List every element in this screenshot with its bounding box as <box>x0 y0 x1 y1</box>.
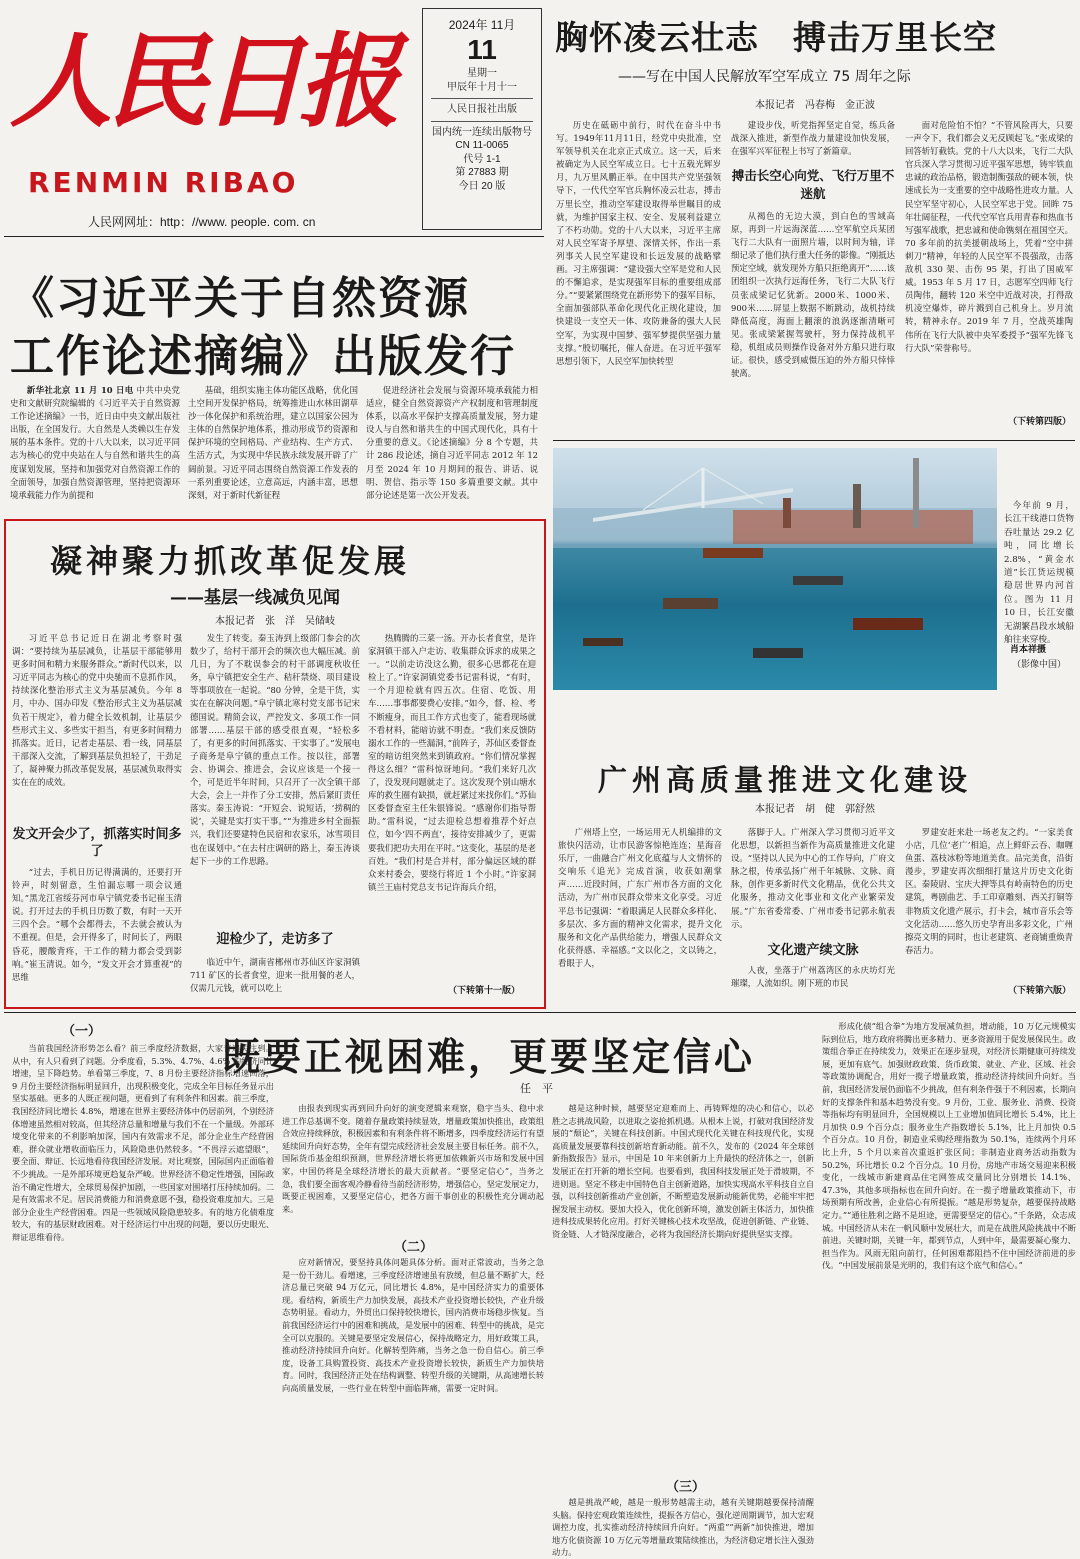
guangzhou-byline: 本报记者 胡 健 郭舒然 <box>755 804 875 815</box>
guangzhou-col1: 广州塔上空，一场运用无人机编排的文旅快闪活动，让市民游客惊艳连连；星海音乐厅，一曲融合广州文化底蕴与人文情怀的交响乐《追光》完成首演，收获如潮掌声……近段时间，广东广州市各方面的文化活动，为广州市民群众带来文化享受。习近平总书记强调：“着眼满足人民群众多样化、多层次、多方面的精神文化需求，提升文化服务和文化产品供给能力，增强人民群众文化获得感、幸福感。”文以化之，文以铸之，看眼于人， <box>558 827 722 968</box>
feature-col1a: 习近平总书记近日在湖北考察时强调：“要持续为基层减负，让基层干部能够用更多时间和精力来服务群众。”新时代以来，以习近平同志为核心的党中央驰而不息抓作风，持续深化整治形式主义为基层减负。今年 8 月，中办、国办印发《整治形式主义为基层减负若干规定》，着力健全长效机制，让基层少些形式主义、多些实干担当，有更多时间精力抓落实。近日，记者走基层、看一线，同基层干部深入交流，了解到基层负担轻了，干劲足了，凝神聚力抓改革促发展，基层减负取得实实在在的成效。 <box>12 633 182 788</box>
commentary-col4: 形成化债“组合拳”为地方发展减负担，增动能，10 万亿元规模实际到位后，地方政府将腾出更多精力、更多资源用于促发展保民生。政策组合拳正在持续发力，效果正在逐步显现，对经济长期健康可持续发展，更加有底气。加强财政政策、货币政策、就业、产业、区域、社会等政策协调配合，用好一揽子增量政策，推动经济持续回升向好。当前，我国经济发展仍面临不少挑战，但有利条件强于不利因素，长期向好的支撑条件和基本趋势没有变。9 月份，工业、服务业、消费、投资等指标均有明显回升，全国规模以上工业增加值同比增长 5.4%，比上月加快 0.9 个百分点；服务业生产指数增长 5.1%，比上月加快 0.5 个百分点。10 月份，制造业采购经理指数为 50.1%，连续两个月环比上升，5 个月以来首次重返扩张区间；非制造业商务活动指数为 50.2%，环比增长 0.2 个百分点。10 月份，房地产市场交易迎来积极变化，一线城市新建商品住宅网签成交量同比分别增长 14.1%、47.3%，其他多项指标也在回升向好。在一揽子增量政策推动下，市场预期有所改善，企业信心有所提振。“越是形势复杂，越要保持战略定力。”“通往胜利之路不是坦途，更需要坚定的信心。”千条路，众志成城。中国经济从未在一帆风顺中发展壮大，而是在战胜风险挑战中不断前进。关键时期，关键一年，都到节点，人到中年，最需要凝心聚力、担当作为。风雨无阻向前行，任何困难都阻挡不住中国经济前进的步伐。“中国发展前景是光明的，我们有这个底气和信心。” <box>822 1021 1076 1271</box>
masthead-logo: 人民日报 <box>10 22 394 142</box>
top-right-col1: 历史在砥砺中前行，时代在奋斗中书写。1949年11月11日，经党中央批准，空军领导机关在北京正式成立。这一天，后来被确定为人民空军成立日。七十五载光辉岁月，九万里风鹏正举。在中国共产党坚强领导下，一代代空军官兵胸怀凌云壮志，搏击万里长空，推动空军建设取得举世瞩目的成就，为维护国家主权、安全、发展利益建立了不朽功勋。党的十八大以来，习近平主席对人民空军寄予厚望、深情关怀，作出一系列事关人民空军建设和长远发展的战略擘画。习主席强调：“建设强大空军是党和人民的不懈追求，是实现强军目标的重要组成部分。”“要紧紧围绕党在新形势下的强军目标，全面加强部队革命化现代化正规化建设，加快建设一支空天一体、攻防兼备的强大人民空军，为实现中国梦、强军梦提供坚强力量支撑。”殷切嘱托，催人奋进。在习近平强军思想引领下，人民空军加快转型 <box>556 120 721 366</box>
guangzhou-col2a: 落脚于人。广州深入学习贯彻习近平文化思想，以新担当新作为高质量推进文化建设。“坚持以人民为中心的工作导向，广府文脉之根，传承弘扬广州千年城脉、文脉、商脉，创作更多新时代文化精品，优化公共文化服务，推动文化事业和文化产业繁荣发展。”广东省委常委、广州市委书记郭永航表示。 <box>731 827 895 929</box>
feature-col1b: “过去，手机日历记得满满的，还要打开铃声，时刻留意，生怕漏忘哪一项会议通知。”黑龙江省绥芬河市阜宁镇党委书记崔玉清说。打开过去的手机日历数了数，有时一天开三四个会。“哪个会都得去，不去就会被认为不重视。但是，会开得多了，时间长了，两眼昏花，腰酸背疼，干工作的精力都会受到影响。”崔玉清说。如今，“发文开会才算重视”的思维 <box>12 867 182 982</box>
feature-col3: 热腾腾的三菜一汤。开办长者食堂，是许家洞镇干部入户走访、收集群众诉求的成果之一。“以前走访没这么勤，很多心思都花在迎检上了。”许家洞镇党委书记雷科说，“有时，一个月迎检就有四五次。住宿、吃饭、用车……事事都要费心安排。”如今，督、检、考不断瘦身，而且工作方式也变了，能看现场就不看材料，能暗访就不明查。“我们来反馈防溺水工作的一些漏洞，”前阵子，苏仙区委督查室的暗访组突然来到镇政府。“你们情况掌握得这么细？”雷科惊讶地问。“我们来好几次了，没发现问题就走了。这次发现个别山塘水库的救生圈有缺损，就赶紧过来找你们。”苏仙区委督查室主任朱银锋说。“感谢你们指导帮助。”雷科说，“过去迎检总想着推荐个好点位，如今‘四不两直’，接待安排减少了，更需要我们把功夫用在平时。”这变化，基层的是老百姓。“我们村是合并村，部分偏远区域的群众来村委会，要绕行将近 1 个小时。”许家洞镇兰王庙村党总支书记许海兵介绍， <box>368 633 536 892</box>
feature-subhead-2: 迎检少了，走访多了 <box>216 932 334 947</box>
guangzhou-col2b: 人夜，坐落于广州荔湾区的永庆坊灯光璀璨，人流如织。刚下班的市民 <box>731 965 895 989</box>
commentary-col1: 当前我国经济形势怎么看？前三季度经济数据，大家普遍关注到。从中，有人只看到了问题。分季度看，5.3%、4.7%、4.6% 的经济同比增速，呈下降趋势。单看第三季度，7、8 月份主要经济指标增速回落，9 月份主要经济指标明显回升，出现积极变化，完成全年目标任务显示出坚实基础。更多的人既正视问题，更看到了有利条件和因素。前三季度，我国经济同比增长 4.8%，增速在世界主要经济体中仍居前列，个别经济体增速虽然相对较高，但其经济总量和增量与我们不在一个量级。外部环境变化带来的不利影响加深，国内有效需求不足，部分企业生产经营困难，群众就业增收面临压力，风险隐患仍然较多。“不畏浮云遮望眼”，要全面、辩证、长远地看待我国经济发展。对比观察，国际国内正面临着不少挑战。一是外部环境更趋复杂严峻。世界经济不稳定性增强，国际政治不确定性增大，全球贸易保护加剧，一些国家对围堵打压持续加码。二是有效需求不足。居民消费能力和消费意愿不强，稳投资难度加大。三是部分企业生产经营困难。四是一些领域风险隐患较多。有的地方化债难度较大，有的基层财政困难。对于经济运行中出现的问题，要以历史眼光、辩证思维看待。 <box>12 1043 275 1242</box>
lead-headline-line1[interactable]: 《习近平关于自然资源 <box>10 273 470 324</box>
issue-number: 第 27883 期 <box>455 167 509 179</box>
date-box <box>422 8 542 230</box>
guangzhou-subhead: 文化遗产续文脉 <box>767 943 859 958</box>
commentary-section-2: （二） <box>394 1240 434 1255</box>
top-right-col2-head: 建设步伐，听党指挥坚定自觉，练兵备战深入推进，新型作战力量建设加快发展，在强军兴军征程上书写了新篇章。 <box>731 120 895 157</box>
divider <box>553 440 1075 441</box>
date-year-month: 2024年 11月 <box>448 18 516 32</box>
divider <box>4 236 544 237</box>
commentary-col2b: 应对新情况，要坚持具体问题具体分析。面对正常波动，当务之急是一份干劲儿。看增速，三季度经济增速虽有放缓，但总量不断扩大，经济总量已突破 94 万亿元，同比增长 4.8%，是中国经济实力的重要体现。看结构，新质生产力加快发展，高技术产业投资增长较快，产业升级态势明显。看动力，外贸出口保持较快增长，国内消费市场稳步恢复。当前我国经济运行中的困难和挑战，是发展中的困难、转型中的挑战，是完全可以克服的。关键是要坚定发展信心，保持战略定力，用好政策工具，推动经济持续回升向好。化解转型阵痛，当务之急一份自信心。前三季度，设备工具购置投资、高技术产业投资增长较快，新质生产力加快培育。同时，我国经济正处在结构调整、转型升级的关键期，从高速增长转向高质量发展，一些行业在转型中面临阵痛，需要一定时间。 <box>282 1257 545 1393</box>
photo-credit-source: （影像中国） <box>1012 660 1067 670</box>
photo-caption: 今年前 9 月，长江干线港口货物吞吐量达 29.2 亿吨，同比增长 2.8%，“黄金水道”长江货运规模稳居世界内河首位。图为 11 月 10 日，长江安徽无湖繁昌段水域船舶往来穿梭。 <box>1004 501 1074 646</box>
photo-illustration <box>553 448 997 690</box>
masthead-pinyin: RENMIN RIBAO <box>28 166 299 199</box>
commentary-col3b: 越是挑战严峻，越是一般形势越需主动，越有关键期越要保持清醒头脑。保持宏观政策连续性，提振各方信心，强化逆周期调节，加大宏观调控力度，扎实推动经济持续回升向好。“两重”“两新”加快推进，增加地方化债资源 10 万亿元等增量政策陆续推出，为经济稳定增长注入强劲动力。 <box>552 1497 815 1558</box>
top-right-col3: 面对危险怕不怕？“不管风险再大，只要一声令下，我们都会义无反顾起飞。”张成梁的回答斩钉截铁。党的十八大以来，飞行二大队官兵深入学习贯彻习近平强军思想，铸牢铁血忠诚的政治品格，锻造制衡强敌的硬本领，快速成长为一支重要的空中战略性进攻力量。人民空军坚守初心，人民空军忠于党。回眸 75 年壮阔征程，一代代空军官兵用青春和热血书写强军战歌，把忠诚和使命镌刻在祖国空天。70 多年前的抗美援朝战场上，凭着“空中拼刺刀”精神，年轻的人民空军不畏强敌，击落敌机 330 架、击伤 95 架，打出了国威军威。1953 年 5 月 17 日，志愿军空四师飞行员陶伟，翻转 120 米空中近战对决，打得敌机凌空爆炸，碎片溅到自己机身上。岁月流转，精神永存。2019 年 7 月，空战英雄陶伟所在飞行大队被中央军委授予“强军先锋飞行大队”荣誉称号。 <box>905 120 1073 353</box>
continued-page-6[interactable]: （下转第六版） <box>1007 986 1071 996</box>
yangtze-port-photo[interactable] <box>553 448 997 690</box>
commentary-author: 任 平 <box>520 1082 553 1095</box>
continued-page-4[interactable]: （下转第四版） <box>1007 417 1071 427</box>
serial-label: 国内统一连续出版物号 <box>432 126 532 138</box>
lead-col1: 新华社北京 11 月 10 日电 中共中央党史和文献研究院编辑的《习近平关于自然资源工作论述摘编》一书，近日由中央文献出版社出版，在全国发行。大自然是人类赖以生存发展的基本条件。党的十八大以来，以习近平同志为核心的党中央站在人与自然和谐共生的高度谋划发展，坚持和加强党对自然资源工作的全面领导，加强自然资源管理，坚持把资源环境承载能力作为前提和 <box>10 385 180 500</box>
feature-col2b: 临近中午，湖南省郴州市苏仙区许家洞镇 711 矿区的长者食堂，迎来一批用餐的老人，仅需几元钱，就可以吃上 <box>190 957 360 994</box>
guangzhou-col3: 罗建安赶来赴一场老友之约。“一家美食小店，几位‘老广’相追，点上鲜虾云吞、咖喱鱼蛋、荔枝冰粉等地道美食。品完美食，沿街漫步，罗建安再次细细打量这片历史文化街区。秦陵尉、宝庆大押等具有岭南特色的历史建筑，粤剧曲艺、手工印章雕刻、西关打铜等非物质文化遗产展示，打卡会，城市音乐会等文化活动……悠久历史孕育出多彩文化，广州擦亮文明的同时，也让老建筑、老商铺重焕青春活力。 <box>905 827 1073 955</box>
commentary-col2a: 由报表到现实再到回升向好的演变逻辑来观察，稳字当头、稳中求进工作总基调不变。随着存量政策持续显效，增量政策加快推出，政策组合效应持续释放，积极因素和有利条件将不断增多，四季度经济运行有望延续回升向好态势，全年有望完成经济社会发展主要目标任务。前不久，国际货币基金组织预测，世界经济增长将更加依赖新兴市场和发展中国家，中国仍将是全球经济增长的最大贡献者。“要坚定信心”，当务之急，我们要全面客观冷静看待当前经济形势，增强信心，坚定发展定力，既要正视困难，又要坚定信心，把各方面干事创业的积极性充分调动起来。 <box>282 1103 545 1214</box>
feature-col2a: 发生了转变。秦玉涛到上级部门参会的次数少了，给村干部开会的频次也大幅压减。前几日，为了不耽误参会的村干部调度秋收任务，阜宁镇把安全生产、秸秆禁烧、项目建设等事项放在一起说。“80 分钟，全是干货，实实在在解决问题。”阜宁镇北寒村党支部书记宋德国说。精简会议，严控发文、多项工作一同部署……基层干部的感受很直观，“轻松多了，有更多的时间抓落实、干实事了。”发展电子商务是阜宁镇的重点工作。按以往，部署会、协调会、推进会，会议应该是一个接一个，可是近半年时间，只召开了一次全镇干部大会，会上一并作了分工安排，然后紧盯责任落实。秦玉涛说：“开短会、说短话，‘捞稠的说’，关键是实打实干事。”“为推进乡村全面振兴，我们还要建特色民宿和农家乐，冰雪项目也在谋划中。”在去村庄调研的路上，秦玉涛谈起下一步的工作思路。 <box>190 633 360 866</box>
commentary-headline[interactable]: 既要正视困难，更要坚定信心 <box>222 1035 756 1079</box>
feature-byline: 本报记者 张 洋 吴储岐 <box>215 616 335 627</box>
lead-dateline: 新华社北京 11 月 10 日电 <box>26 385 134 395</box>
date-weekday: 星期一 <box>467 68 497 80</box>
feature-subtitle: ——基层一线减负见闻 <box>170 588 340 608</box>
publisher: 人民日报社出版 <box>447 104 517 116</box>
continued-page-11[interactable]: （下转第十一版） <box>447 986 520 996</box>
commentary-col3a: 越是这种时候，越要坚定迎难而上、再铸辉煌的决心和信心，以必胜之志挑战风险，以进取之姿抢抓机遇。从根本上说，打破对我国经济发展的“颓论”，关键在科技创新。中国式现代化关键在科技现代化，实现高质量发展要靠科技创新培育新动能。前不久，发布的《2024 年全球创新指数报告》显示，中国是 10 年来创新力上升最快的经济体之一，创新发展正在打开新的增长空间。也要看到，我国科技发展正处于滑坡期，不进则退。坚定不移走中国特色自主创新道路，加快实现高水平科技自立自强，以科技创新推动产业创新，不断塑造发展新动能新优势，必能牢牢把握发展主动权。要加大投入，优化创新环境，激发创新主体活力，加快推进科技成果转化应用。打好关键核心技术攻坚战，促进创新链、产业链、资金链、人才链深度融合，必将为我国经济长期向好提供坚实支撑。 <box>552 1103 815 1239</box>
postal-code: 代号 1-1 <box>463 153 501 165</box>
page-count: 今日 20 版 <box>458 180 506 192</box>
top-right-headline[interactable]: 胸怀凌云壮志 搏击万里长空 <box>555 18 997 57</box>
commentary-section-3: （三） <box>666 1480 706 1495</box>
cn-number: CN 11-0065 <box>455 140 509 152</box>
top-right-subtitle: ——写在中国人民解放军空军成立 75 周年之际 <box>618 69 911 85</box>
guangzhou-headline[interactable]: 广州高质量推进文化建设 <box>598 763 973 797</box>
lead-col3: 促进经济社会发展与资源环境承载能力相适应，健全自然资源资产产权制度和管理制度体系，以高水平保护支撑高质量发展，努力建设人与自然和谐共生的中国式现代化，具有十分重要的意义。《论述摘编》分 8 个专题，共计 286 段论述，摘自习近平同志 2012 年 12 月至 2024 年 10 月期间的报告、讲话、说明、贺信、指示等 150 多篇重要文献。其中部分论述是第一次公开发表。 <box>366 385 538 500</box>
lead-col2: 基础，组织实施主体功能区战略，优化国土空间开发保护格局，统筹推进山水林田湖草沙一体化保护和系统治理，建立以国家公园为主体的自然保护地体系，推动形成节约资源和保护环境的空间格局、产业结构、生产方式、生活方式，为实现中华民族永续发展开辟了广阔前景。习近平同志围绕自然资源工作发表的一系列重要论述，立意高远，内涵丰富，思想深刻，对于新时代新征程 <box>188 385 358 500</box>
top-right-col2: 从褐色的无边大漠，到白色的雪域高原，再到一片远海深蓝……空军航空兵某团飞行二大队有一面照片墙，以时间为轴，详细记录了他们执行重大任务的影像。“刚抵达预定空域，就发现外方船只拒绝离开”……该团组织一次执行远海任务，飞行二大队飞行员张成梁记忆犹新。2000米、1000米、900米……屏显上数据不断跳动，战机持续降低高度，海面上翻滚的浪涡逐渐清晰可见。张成梁紧握驾驶杆，努力保持战机平稳，机组成员则操作设备对外方船只进行取证。很快，感受到威慑压迫的外方船只悻悻驶离。 <box>731 211 895 379</box>
date-day: 11 <box>467 34 497 66</box>
feature-headline[interactable]: 凝神聚力抓改革促发展 <box>50 542 411 580</box>
lead-headline-line2[interactable]: 工作论述摘编》出版发行 <box>10 331 516 382</box>
photo-credit: 肖本祥摄 <box>1010 645 1047 655</box>
top-right-subhead: 搏击长空心向党、飞行万里不迷航 <box>731 168 895 201</box>
divider <box>4 1012 1076 1013</box>
date-lunar: 甲辰年十月十一 <box>447 81 517 93</box>
feature-subhead-1: 发文开会少了，抓落实时间多了 <box>12 827 182 859</box>
website-url[interactable]: 人民网网址：http：//www. people. com. cn <box>88 215 316 229</box>
top-right-byline: 本报记者 冯春梅 金正波 <box>755 100 875 111</box>
commentary-section-1: （一） <box>62 1024 102 1039</box>
